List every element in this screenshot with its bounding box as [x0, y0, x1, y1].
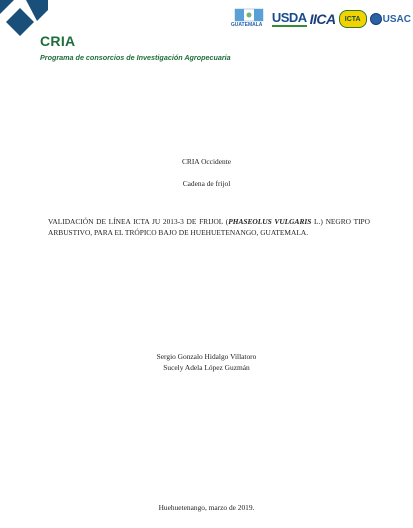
icta-logo: ICTA	[339, 10, 367, 28]
cria-brand: CRIA	[40, 33, 76, 49]
usda-logo: USDA	[271, 10, 307, 25]
place-date: Huehuetenango, marzo de 2019.	[158, 503, 255, 512]
author-1: Sergio Gonzalo Hidalgo Villatoro	[156, 352, 257, 361]
author-2: Sucely Adela López Guzmán	[163, 363, 250, 372]
iica-logo: IICA	[309, 11, 336, 27]
usac-text: USAC	[382, 13, 411, 25]
document-title	[48, 216, 370, 238]
partner-logos	[229, 8, 411, 30]
unit-name: CRIA Occidente	[181, 157, 232, 166]
title-part-2: L.) NEGRO TIPO ARBUSTIVO, PARA EL TRÓPICO BAJO DE HUEHUETENANGO, GUATEMALA.	[48, 217, 370, 237]
guatemala-logo	[229, 8, 269, 30]
title-part-1: VALIDACIÓN DE LÍNEA ICTA JU 2013-3 DE FRIJOL (	[48, 217, 229, 226]
cria-logo-mark	[0, 0, 48, 36]
guatemala-text: GUATEMALA	[230, 22, 263, 28]
chain-name: Cadena de frijol	[182, 179, 231, 188]
cria-subtitle: Programa de consorcios de Investigación Agropecuaria	[40, 53, 231, 62]
usac-logo	[370, 13, 411, 25]
usac-seal-icon	[370, 13, 382, 25]
title-species: PHASEOLUS VULGARIS	[228, 217, 312, 226]
